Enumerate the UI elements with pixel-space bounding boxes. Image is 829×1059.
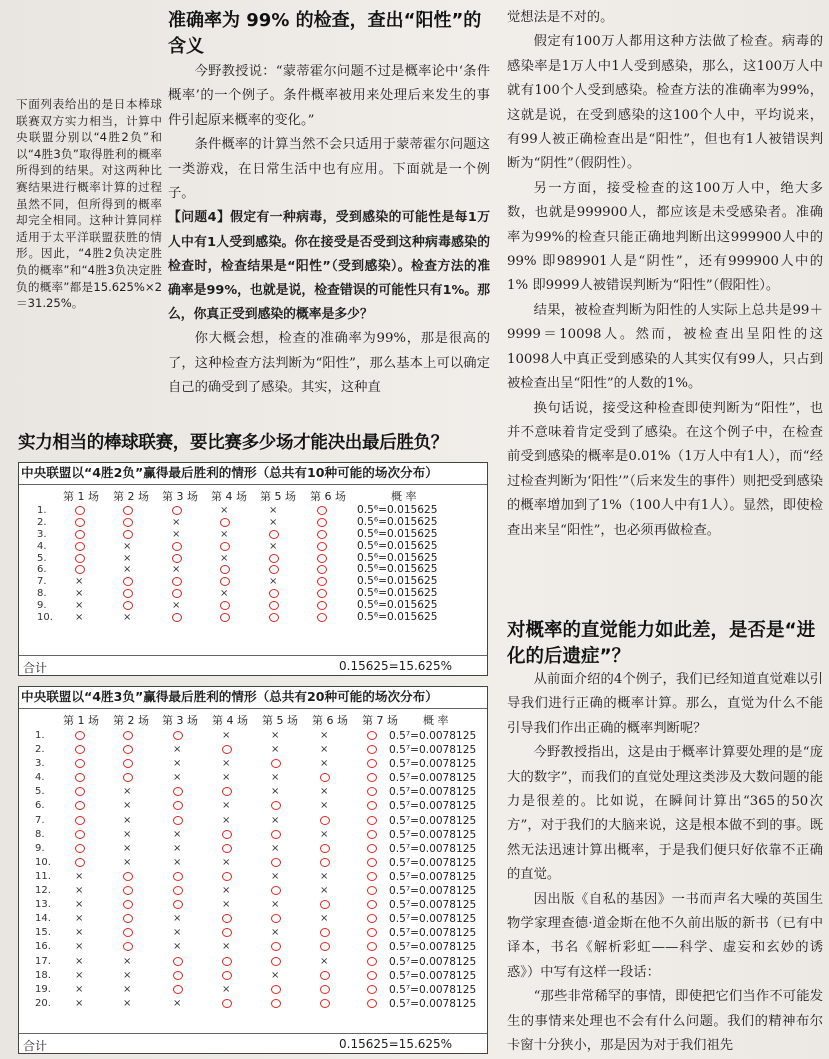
row-number: 8. xyxy=(35,828,45,840)
paragraph: 换句话说，接受这种检查即使判断为“阳性”，也并不意味着肯定受到了感染。在这个例子中，在检查前受到感染的概率是0.01%（1万人中有1人），而“经过检查判断为‘阳性’”（后来发生的事件）则把受到感染的概率增加到了1%（100人中有1人）。显然，即使检查出来呈“阳性”，也必须再做检查。 xyxy=(507,400,823,538)
loss-cross-icon: × xyxy=(220,505,229,516)
probability-value: 0.5⁷=0.0078125 xyxy=(389,856,477,869)
probability-value: 0.5⁶=0.015625 xyxy=(357,611,438,624)
total-label: 合计 xyxy=(23,1039,48,1053)
table-title: 中央联盟以“4胜2负”赢得最后胜利的情形（总共有10种可能的场次分布） xyxy=(19,463,487,485)
table-row xyxy=(19,870,487,884)
paragraph: 今野教授说：“蒙蒂霍尔问题不过是概率论中‘条件概率’的一个例子。条件概率被用来处理后来发生的事件引起原来概率的变化。” xyxy=(168,64,490,128)
probability-value: 0.5⁷=0.0078125 xyxy=(389,983,477,996)
column-header: 第 3 场 xyxy=(162,490,198,503)
win-circle-icon xyxy=(271,997,281,1013)
table-row xyxy=(19,757,487,771)
question-4: 【问题4】假定有一种病毒，受到感染的可能性是每1万人中有1人受到感染。你在接受是否受到这种病毒感染的检查时，检查结果是“阳性”（受到感染）。检查方法的准确率是99%，也就是说，检查错误的可能性只有1%。那么，你真正受到感染的概率是多少？ xyxy=(168,210,490,323)
row-number: 15. xyxy=(35,927,51,939)
win-circle-icon xyxy=(367,997,377,1013)
loss-cross-icon: × xyxy=(269,576,278,588)
loss-cross-icon: × xyxy=(269,540,278,552)
loss-cross-icon: × xyxy=(271,842,280,854)
row-number: 16. xyxy=(35,941,51,953)
sidenote: 下面列表给出的是日本棒球联赛双方实力相当，计算中央联盟分别以“4胜2负”和以“4胜3负”取得胜利的概率所得到的结果。对这两种比赛结果进行概率计算的过程虽然不同，但所得到的概率却完全相同。这种计算同样适用于太平洋联盟获胜的情形。因此，“4胜2负决定胜负的概率”和“4胜3负决定胜负的概率”都是15.625%×2＝31.25%。 xyxy=(16,97,162,311)
loss-cross-icon: × xyxy=(271,899,280,911)
loss-cross-icon: × xyxy=(222,983,231,995)
probability-value: 0.5⁷=0.0078125 xyxy=(389,800,477,813)
win-circle-icon xyxy=(172,612,182,626)
loss-cross-icon: × xyxy=(75,997,84,1009)
loss-cross-icon: × xyxy=(123,828,132,840)
table-row xyxy=(19,529,487,541)
paragraph: 条件概率的计算当然不会只适用于蒙蒂霍尔问题这一类游戏，在日常生活中也有应用。下面就是一个例子。 xyxy=(168,137,490,202)
loss-cross-icon: × xyxy=(320,730,329,741)
loss-cross-icon: × xyxy=(75,913,84,925)
loss-cross-icon: × xyxy=(172,528,181,540)
total-value: 0.15625=15.625% xyxy=(339,659,453,673)
probability-value: 0.5⁷=0.0078125 xyxy=(389,913,477,926)
row-number: 2. xyxy=(37,516,47,528)
loss-cross-icon: × xyxy=(75,983,84,995)
row-number: 7. xyxy=(35,814,45,826)
loss-cross-icon: × xyxy=(75,576,84,588)
loss-cross-icon: × xyxy=(320,955,329,967)
loss-cross-icon: × xyxy=(173,842,182,854)
loss-cross-icon: × xyxy=(173,744,182,756)
loss-cross-icon: × xyxy=(320,885,329,897)
column-header: 第 4 场 xyxy=(211,490,247,503)
win-circle-icon xyxy=(317,612,327,626)
loss-cross-icon: × xyxy=(75,969,84,981)
loss-cross-icon: × xyxy=(173,772,182,784)
table-section-heading: 实力相当的棒球联赛，要比赛多少场才能决出最后胜负？ xyxy=(18,433,448,453)
loss-cross-icon: × xyxy=(123,612,132,624)
right-column-lower xyxy=(507,668,823,1059)
loss-cross-icon: × xyxy=(172,600,181,612)
probability-value: 0.5⁶=0.015625 xyxy=(357,563,438,576)
paragraph: 结果，被检查判断为阳性的人实际上总共是99＋9999＝10098人。然而，被检查出呈阳性的这10098人中真正受到感染的人其实仅有99人，只占到被检查出呈“阳性”的人数的1%。 xyxy=(507,302,823,392)
row-number: 2. xyxy=(35,744,45,756)
middle-column xyxy=(168,60,490,401)
loss-cross-icon: × xyxy=(123,969,132,981)
column-header: 第 7 场 xyxy=(362,714,398,727)
loss-cross-icon: × xyxy=(173,927,182,939)
probability-value: 0.5⁶=0.015625 xyxy=(357,539,438,552)
table-row xyxy=(19,983,487,997)
table-total-row xyxy=(19,1033,487,1053)
table-4-wins-2-losses xyxy=(18,462,488,676)
probability-value: 0.5⁷=0.0078125 xyxy=(389,828,477,841)
row-number: 10. xyxy=(37,612,53,624)
loss-cross-icon: × xyxy=(222,800,231,812)
table-header xyxy=(19,485,487,505)
probability-value: 0.5⁶=0.015625 xyxy=(357,575,438,588)
loss-cross-icon: × xyxy=(271,730,280,741)
right-column xyxy=(507,6,823,555)
loss-cross-icon: × xyxy=(123,552,132,564)
row-number: 10. xyxy=(35,856,51,868)
column-header: 第 5 场 xyxy=(262,714,298,727)
probability-value: 0.5⁶=0.015625 xyxy=(357,587,438,600)
loss-cross-icon: × xyxy=(123,564,132,576)
loss-cross-icon: × xyxy=(75,941,84,953)
row-number: 4. xyxy=(37,540,47,552)
row-number: 9. xyxy=(37,600,47,612)
row-number: 13. xyxy=(35,899,51,911)
loss-cross-icon: × xyxy=(269,505,278,516)
table-row xyxy=(19,541,487,553)
table-row xyxy=(19,743,487,757)
section-heading-intuition: 对概率的直觉能力如此差，是否是“进化的后遗症”？ xyxy=(507,620,816,667)
table-row xyxy=(19,612,487,624)
loss-cross-icon: × xyxy=(75,600,84,612)
loss-cross-icon: × xyxy=(75,899,84,911)
row-number: 1. xyxy=(37,505,47,516)
loss-cross-icon: × xyxy=(173,856,182,868)
probability-value: 0.5⁶=0.015625 xyxy=(357,551,438,564)
row-number: 9. xyxy=(35,842,45,854)
loss-cross-icon: × xyxy=(75,955,84,967)
total-value: 0.15625=15.625% xyxy=(339,1037,453,1051)
loss-cross-icon: × xyxy=(75,870,84,882)
table-row xyxy=(19,814,487,828)
loss-cross-icon: × xyxy=(75,885,84,897)
table-row xyxy=(19,884,487,898)
table-row xyxy=(19,926,487,940)
paragraph: 另一方面，接受检查的这100万人中，绝大多数，也就是999900人，都应该是未受感染者。准确率为99%的检查只能正确地判断出这999900人中的99% 即989901人是“阴性”，还有999900人中的1% 即9999人被错误判断为“阳性”（假阳性）。 xyxy=(507,180,823,294)
row-number: 6. xyxy=(37,564,47,576)
column-header: 第 1 场 xyxy=(63,714,99,727)
row-number: 11. xyxy=(35,870,51,882)
table-row xyxy=(19,955,487,969)
table-body xyxy=(19,505,487,624)
loss-cross-icon: × xyxy=(222,814,231,826)
loss-cross-icon: × xyxy=(123,842,132,854)
table-row xyxy=(19,856,487,870)
row-number: 1. xyxy=(35,730,45,741)
loss-cross-icon: × xyxy=(320,913,329,925)
row-number: 20. xyxy=(35,997,51,1009)
loss-cross-icon: × xyxy=(222,772,231,784)
row-number: 4. xyxy=(35,772,45,784)
probability-value: 0.5⁷=0.0078125 xyxy=(389,744,477,757)
loss-cross-icon: × xyxy=(220,552,229,564)
loss-cross-icon: × xyxy=(271,744,280,756)
loss-cross-icon: × xyxy=(222,856,231,868)
loss-cross-icon: × xyxy=(271,786,280,798)
row-number: 18. xyxy=(35,969,51,981)
loss-cross-icon: × xyxy=(269,516,278,528)
loss-cross-icon: × xyxy=(173,913,182,925)
row-number: 3. xyxy=(37,528,47,540)
paragraph: 你大概会想，检查的准确率为99%，那是很高的了，这种检查方法判断为“阳性”，那么基本上可以确定自己的确受到了感染。其实，这种直 xyxy=(168,331,490,396)
table-row xyxy=(19,997,487,1011)
column-header: 第 4 场 xyxy=(212,714,248,727)
loss-cross-icon: × xyxy=(320,786,329,798)
loss-cross-icon: × xyxy=(75,588,84,600)
probability-value: 0.5⁶=0.015625 xyxy=(357,599,438,612)
row-number: 5. xyxy=(35,786,45,798)
row-number: 3. xyxy=(35,758,45,770)
table-4-wins-3-losses xyxy=(18,686,488,1054)
loss-cross-icon: × xyxy=(75,612,84,624)
column-header: 第 6 场 xyxy=(310,490,346,503)
paragraph: 觉想法是不对的。 xyxy=(507,10,614,25)
probability-value: 0.5⁷=0.0078125 xyxy=(389,969,477,982)
probability-value: 0.5⁶=0.015625 xyxy=(357,504,438,516)
paragraph: 假定有100万人都用这种方法做了检查。病毒的感染率是1万人中1人受到感染，那么，这100万人中就有100个人受到感染。检查方法的准确率为99%，这就是说，在受到感染的这100个人中，平均说来，有99人被正确检查出是“阳性”，但也有1人被错误判断为“阴性”（假阴性）。 xyxy=(507,34,823,172)
loss-cross-icon: × xyxy=(173,828,182,840)
row-number: 7. xyxy=(37,576,47,588)
loss-cross-icon: × xyxy=(220,588,229,600)
loss-cross-icon: × xyxy=(222,758,231,770)
probability-value: 0.5⁷=0.0078125 xyxy=(389,941,477,954)
probability-value: 0.5⁷=0.0078125 xyxy=(389,870,477,883)
win-circle-icon xyxy=(220,612,230,626)
table-row xyxy=(19,969,487,983)
table-row xyxy=(19,785,487,799)
loss-cross-icon: × xyxy=(222,730,231,741)
row-number: 14. xyxy=(35,913,51,925)
row-number: 6. xyxy=(35,800,45,812)
loss-cross-icon: × xyxy=(123,786,132,798)
loss-cross-icon: × xyxy=(320,744,329,756)
loss-cross-icon: × xyxy=(222,885,231,897)
row-number: 19. xyxy=(35,983,51,995)
table-row xyxy=(19,729,487,743)
row-number: 5. xyxy=(37,552,47,564)
loss-cross-icon: × xyxy=(271,969,280,981)
table-row xyxy=(19,842,487,856)
probability-value: 0.5⁷=0.0078125 xyxy=(389,927,477,940)
loss-cross-icon: × xyxy=(123,856,132,868)
paragraph: 因出版《自私的基因》一书而声名大噪的英国生物学家理查德·道金斯在他不久前出版的新书（已有中译本，书名《解析彩虹——科学、虚妄和玄妙的诱惑》）中写有这样一段话： xyxy=(507,891,823,980)
column-header: 第 1 场 xyxy=(63,490,99,503)
total-label: 合计 xyxy=(23,661,48,675)
probability-value: 0.5⁷=0.0078125 xyxy=(389,885,477,898)
loss-cross-icon: × xyxy=(172,516,181,528)
table-title: 中央联盟以“4胜3负”赢得最后胜利的情形（总共有20种可能的场次分布） xyxy=(19,687,487,709)
paragraph: 今野教授指出，这是由于概率计算要处理的是“庞大的数字”，而我们的直觉处理这类涉及大数问题的能力是很差的。比如说，在瞬间计算出“365的50次方”，对于我们的大脑来说，这是根本做不到的事。既然无法迅速计算出概率，于是我们便只好依靠不正确的直觉。 xyxy=(507,745,823,883)
loss-cross-icon: × xyxy=(320,828,329,840)
probability-value: 0.5⁷=0.0078125 xyxy=(389,955,477,968)
paragraph: 从前面介绍的4个例子，我们已经知道直觉难以引导我们进行正确的概率计算。那么，直觉为什么不能引导我们作出正确的概率判断呢？ xyxy=(507,672,823,736)
table-row xyxy=(19,898,487,912)
probability-value: 0.5⁶=0.015625 xyxy=(357,515,438,528)
loss-cross-icon: × xyxy=(320,758,329,770)
column-header: 概 率 xyxy=(423,714,449,727)
loss-cross-icon: × xyxy=(75,927,84,939)
table-body xyxy=(19,729,487,1011)
loss-cross-icon: × xyxy=(271,772,280,784)
column-header: 第 2 场 xyxy=(113,490,149,503)
loss-cross-icon: × xyxy=(172,564,181,576)
row-number: 8. xyxy=(37,588,47,600)
probability-value: 0.5⁷=0.0078125 xyxy=(389,997,477,1010)
column-header: 第 2 场 xyxy=(113,714,149,727)
loss-cross-icon: × xyxy=(123,800,132,812)
loss-cross-icon: × xyxy=(123,814,132,826)
probability-value: 0.5⁷=0.0078125 xyxy=(389,899,477,912)
probability-value: 0.5⁷=0.0078125 xyxy=(389,814,477,827)
loss-cross-icon: × xyxy=(173,997,182,1009)
loss-cross-icon: × xyxy=(173,758,182,770)
loss-cross-icon: × xyxy=(123,997,132,1009)
column-header: 第 3 场 xyxy=(162,714,198,727)
probability-value: 0.5⁷=0.0078125 xyxy=(389,786,477,799)
table-row xyxy=(19,912,487,926)
loss-cross-icon: × xyxy=(320,870,329,882)
column-header: 第 6 场 xyxy=(312,714,348,727)
loss-cross-icon: × xyxy=(271,927,280,939)
row-number: 12. xyxy=(35,885,51,897)
probability-value: 0.5⁷=0.0078125 xyxy=(389,758,477,771)
left-margin-cut xyxy=(0,0,164,40)
table-header xyxy=(19,709,487,729)
section-heading-99-test: 准确率为 99% 的检查，查出“阳性”的含义 xyxy=(168,10,482,57)
table-row xyxy=(19,517,487,529)
loss-cross-icon: × xyxy=(173,941,182,953)
win-circle-icon xyxy=(222,997,232,1013)
loss-cross-icon: × xyxy=(222,899,231,911)
table-row xyxy=(19,771,487,785)
loss-cross-icon: × xyxy=(123,983,132,995)
loss-cross-icon: × xyxy=(123,955,132,967)
table-row xyxy=(19,799,487,813)
column-header: 第 5 场 xyxy=(260,490,296,503)
column-header: 概 率 xyxy=(391,490,417,503)
table-total-row xyxy=(19,655,487,675)
win-circle-icon xyxy=(269,612,279,626)
probability-value: 0.5⁷=0.0078125 xyxy=(389,772,477,785)
probability-value: 0.5⁷=0.0078125 xyxy=(389,842,477,855)
loss-cross-icon: × xyxy=(123,540,132,552)
probability-value: 0.5⁶=0.015625 xyxy=(357,527,438,540)
loss-cross-icon: × xyxy=(220,528,229,540)
win-circle-icon xyxy=(320,997,330,1013)
table-row xyxy=(19,828,487,842)
loss-cross-icon: × xyxy=(271,814,280,826)
loss-cross-icon: × xyxy=(320,800,329,812)
table-row xyxy=(19,940,487,954)
loss-cross-icon: × xyxy=(271,870,280,882)
probability-value: 0.5⁷=0.0078125 xyxy=(389,730,477,742)
row-number: 17. xyxy=(35,955,51,967)
loss-cross-icon: × xyxy=(222,941,231,953)
paragraph: “那些非常稀罕的事情，即使把它们当作不可能发生的事情来处理也不会有什么问题。我们的精神布尔卡窗十分狭小，那是因为对于我们祖先 xyxy=(507,989,823,1054)
